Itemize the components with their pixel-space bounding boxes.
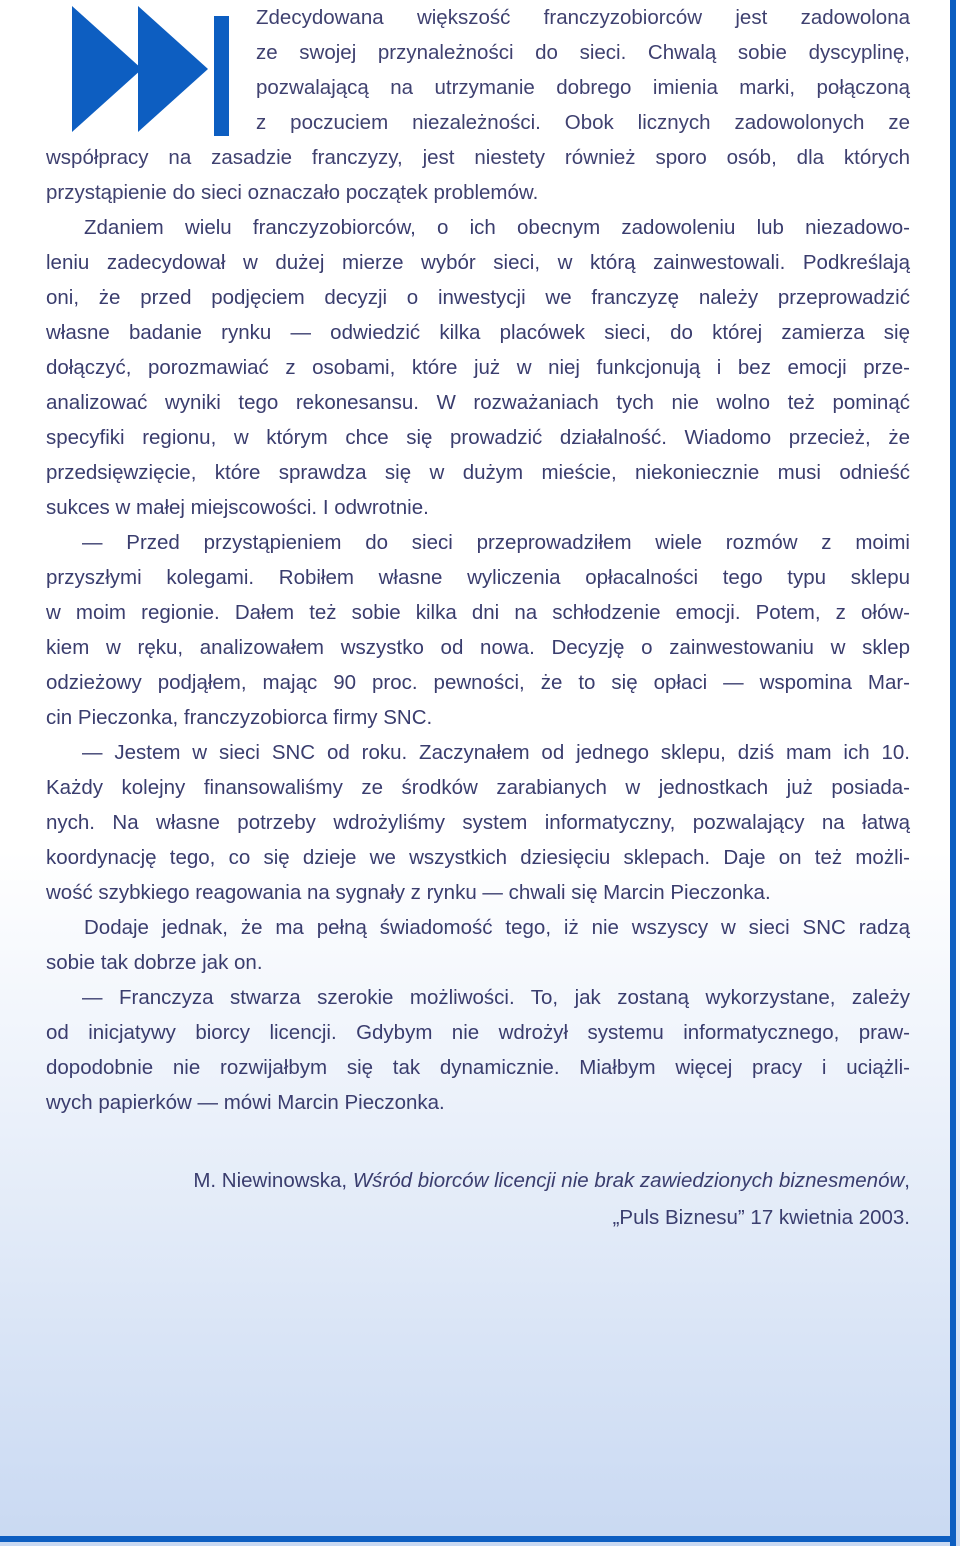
citation-source: „Puls Biznesu” 17 kwietnia 2003. xyxy=(612,1206,910,1229)
body-line: przedsięwzięcie, które sprawdza się w dużym mieście, niekoniecznie musi odnieść xyxy=(46,461,910,484)
body-paragraph-2 xyxy=(46,525,910,735)
citation-author: M. Niewinowska, xyxy=(193,1169,353,1192)
intro-line: z poczuciem niezależności. Obok licznych zadowolonych ze xyxy=(256,111,910,134)
body-line: Każdy kolejny finansowaliśmy ze środków zarabianych w jednostkach już posiada- xyxy=(46,776,910,799)
body-line: koordynację tego, co się dzieje we wszystkich dziesięciu sklepach. Daje on też możli- xyxy=(46,846,910,869)
body-line: — Franczyza stwarza szerokie możliwości. To, jak zostaną wykorzystane, zależy xyxy=(82,986,910,1009)
citation-line-1 xyxy=(46,1163,910,1198)
citation-comma: , xyxy=(904,1169,910,1192)
body-paragraph-4 xyxy=(46,910,910,980)
article-text xyxy=(46,0,910,1120)
body-line: leniu zadecydował w dużej mierze wybór sieci, w którą zainwestowali. Podkreślają xyxy=(46,251,910,274)
body-line: sobie tak dobrze jak on. xyxy=(46,951,263,974)
citation-title: Wśród biorców licencji nie brak zawiedzionych biznesmenów xyxy=(352,1169,905,1192)
frame-bottom-border xyxy=(0,1536,956,1542)
body-line: odzieżowy podjąłem, mając 90 proc. pewności, że to się opłaci — wspomina Mar- xyxy=(46,671,910,694)
intro-line: przystąpienie do sieci oznaczało początek problemów. xyxy=(46,181,539,204)
body-line: Dodaje jednak, że ma pełną świadomość tego, iż nie wszyscy w sieci SNC radzą xyxy=(84,916,910,939)
intro-line: Zdecydowana większość franczyzobiorców jest zadowolona xyxy=(256,6,910,29)
body-paragraph-5 xyxy=(46,980,910,1120)
body-line: cin Pieczonka, franczyzobiorca firmy SNC. xyxy=(46,706,433,729)
body-line: wość szybkiego reagowania na sygnały z rynku — chwali się Marcin Pieczonka. xyxy=(46,881,771,904)
body-line: własne badanie rynku — odwiedzić kilka placówek sieci, do której zamierza się xyxy=(46,321,910,344)
intro-paragraph xyxy=(46,0,910,210)
body-line: — Przed przystąpieniem do sieci przeprowadziłem wiele rozmów z moimi xyxy=(82,531,910,554)
body-line: przyszłymi kolegami. Robiłem własne wyliczenia opłacalności tego typu sklepu xyxy=(46,566,910,589)
body-line: — Jestem w sieci SNC od roku. Zaczynałem od jednego sklepu, dziś mam ich 10. xyxy=(82,741,910,764)
frame-right-border xyxy=(950,0,956,1546)
body-line: dołączyć, porozmawiać z osobami, które już w niej funkcjonują i bez emocji prze- xyxy=(46,356,910,379)
body-paragraph-3 xyxy=(46,735,910,910)
body-line: w moim regionie. Dałem też sobie kilka dni na schłodzenie emocji. Potem, z ołów- xyxy=(46,601,910,624)
body-line: oni, że przed podjęciem decyzji o inwestycji we franczyzę należy przeprowadzić xyxy=(46,286,910,309)
citation-line-2 xyxy=(46,1200,910,1235)
body-line: kiem w ręku, analizowałem wszystko od nowa. Decyzję o zainwestowaniu w sklep xyxy=(46,636,910,659)
body-line: wych papierków — mówi Marcin Pieczonka. xyxy=(46,1091,445,1114)
body-line: od inicjatywy biorcy licencji. Gdybym nie wdrożył systemu informatycznego, praw- xyxy=(46,1021,910,1044)
body-line: nych. Na własne potrzeby wdrożyliśmy system informatyczny, pozwalający na łatwą xyxy=(46,811,910,834)
body-line: analizować wyniki tego rekonesansu. W rozważaniach tych nie wolno też pominąć xyxy=(46,391,910,414)
intro-line: pozwalającą na utrzymanie dobrego imienia marki, połączoną xyxy=(256,76,910,99)
intro-line: ze swojej przynależności do sieci. Chwalą sobie dyscyplinę, xyxy=(256,41,910,64)
body-paragraph-1 xyxy=(46,210,910,525)
body-line: Zdaniem wielu franczyzobiorców, o ich obecnym zadowoleniu lub niezadowo- xyxy=(84,216,910,239)
body-line: sukces w małej miejscowości. I odwrotnie. xyxy=(46,496,429,519)
body-line: specyfiki regionu, w którym chce się prowadzić działalność. Wiadomo przecież, że xyxy=(46,426,910,449)
intro-line: współpracy na zasadzie franczyzy, jest niestety również sporo osób, dla których xyxy=(46,146,910,169)
body-line: dopodobnie nie rozwijałbym się tak dynamicznie. Miałbym więcej pracy i uciążli- xyxy=(46,1056,910,1079)
